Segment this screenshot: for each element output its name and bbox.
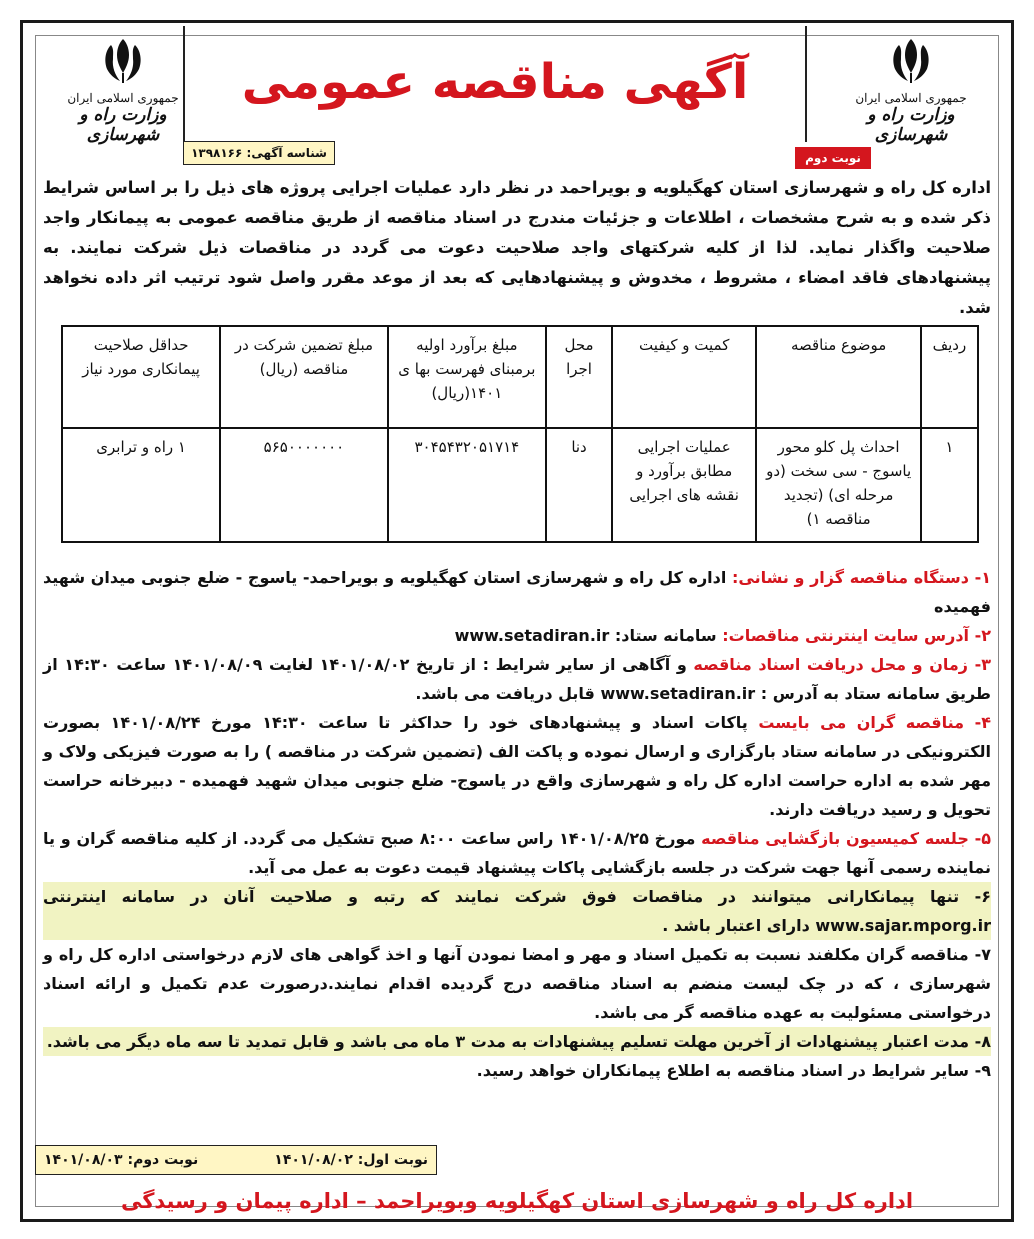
col-header-qualification: حداقل صلاحیت پیمانکاری مورد نیاز <box>62 326 220 428</box>
condition-4-label: ۴- مناقصه گران می بایست <box>758 713 992 732</box>
condition-5-text: مورخ ۱۴۰۱/۰۸/۲۵ راس ساعت ۸:۰۰ صبح تشکیل می گردد. از کلیه مناقصه گران و یا نماینده رسمی آنها جهت شرکت در جلسه بازگشایی پاکات پیشنهاد قیمت دعوت به عمل می آید. <box>43 829 991 877</box>
condition-item-9: ۹- سایر شرایط در اسناد مناقصه به اطلاع پیمانکاران خواهد رسید. <box>476 1061 991 1080</box>
tender-table <box>61 325 979 543</box>
condition-item-3 <box>43 650 991 708</box>
emblem-right <box>836 33 986 153</box>
cell-guarantee: ۵۶۵۰۰۰۰۰۰۰ <box>220 428 387 542</box>
condition-item-6 <box>43 882 991 940</box>
condition-6-text: ۶- تنها پیمانکارانی میتوانند در مناقصات فوق شرکت نمایند که رتبه و صلاحیت آنان در سامانه اینترنتی <box>43 887 991 906</box>
condition-item-8: ۸- مدت اعتبار پیشنهادات از آخرین مهلت تسلیم پیشنهادات به مدت ۳ ماه می باشد و قابل تمدید تا سه ماه دیگر می باشد. <box>43 1027 991 1056</box>
iran-emblem-icon <box>883 33 939 89</box>
condition-2-text: سامانه ستاد: <box>609 626 723 645</box>
round-badge: نوبت دوم <box>795 147 871 169</box>
condition-item-5 <box>43 824 991 882</box>
table-header-row <box>62 326 978 428</box>
publication-dates <box>35 1145 437 1175</box>
col-header-estimate: مبلغ برآورد اولیه برمبنای فهرست بها ی ۱۴۰۱(ریال) <box>388 326 546 428</box>
condition-1-label: ۱- دستگاه مناقصه گزار و نشانی: <box>731 568 991 587</box>
table-row <box>62 428 978 542</box>
second-round-date: نوبت دوم: ۱۴۰۱/۰۸/۰۳ <box>44 1152 199 1168</box>
condition-3-tail: قابل دریافت می باشد. <box>415 684 601 703</box>
cell-location: دنا <box>546 428 612 542</box>
condition-item-2 <box>43 621 991 650</box>
intro-paragraph: اداره کل راه و شهرسازی استان کهگیلویه و بویراحمد در نظر دارد عملیات اجرایی پروژه های ذیل را بر اساس شرایط ذکر شده و به شرح مشخصات ، اطلاعات و جزئیات مندرج در اسناد مناقصه از طریق مناقصه عمومی به پیمانکار واجد صلاحیت واگذار نماید. لذا از کلیه شرکتهای واجد صلاحیت دعوت می گردد در مناقصات ذیل شرکت نمایند. به پیشنهادهای فاقد امضاء ، مشروط ، مخدوش و پیشنهادهایی که بعد از موعد مقرر واصل شود ترتیب اثر داده نخواهد شد. <box>43 178 991 317</box>
col-header-location: محل اجرا <box>546 326 612 428</box>
condition-1-text: اداره کل راه و شهرسازی استان کهگیلویه و بویراحمد- یاسوج - ضلع جنوبی میدان شهید فهمیده <box>43 568 991 616</box>
col-header-guarantee: مبلغ تضمین شرکت در مناقصه (ریال) <box>220 326 387 428</box>
footer-text: اداره کل راه و شهرسازی استان کهگیلویه وبویراحمد – اداره پیمان و رسیدگی <box>120 1189 914 1213</box>
condition-item-4 <box>43 708 991 824</box>
emblem-left <box>48 33 198 153</box>
condition-item-7: ۷- مناقصه گران مکلفند نسبت به تکمیل اسناد و مهر و امضا نمودن آنها و اخذ گواهی های لازم درخواستی اداره کل راه و شهرسازی ، که در چک لیست منضم به اسناد مناقصه درج گردیده اقدام نمایند.درصورت عدم تکمیل و ارائه اسناد درخواستی مسئولیت به عهده مناقصه گر می باشد. <box>43 945 991 1022</box>
iran-emblem-icon <box>95 33 151 89</box>
condition-3-label: ۳- زمان و محل دریافت اسناد مناقصه <box>693 655 992 674</box>
page-title: آگهی مناقصه عمومی <box>241 54 749 110</box>
col-header-quantity: کمیت و کیفیت <box>612 326 756 428</box>
first-round-date: نوبت اول: ۱۴۰۱/۰۸/۰۲ <box>274 1152 428 1168</box>
cell-row: ۱ <box>921 428 978 542</box>
col-header-row: ردیف <box>921 326 978 428</box>
cell-qualification: ۱ راه و ترابری <box>62 428 220 542</box>
emblem-ministry-text: وزارت راه و شهرسازی <box>79 105 167 145</box>
title-box <box>183 26 807 142</box>
condition-5-label: ۵- جلسه کمیسیون بازگشایی مناقصه <box>701 829 992 848</box>
cell-quantity: عملیات اجرایی مطابق برآورد و نقشه های اجرایی <box>612 428 756 542</box>
conditions-list <box>43 563 991 1085</box>
col-header-subject: موضوع مناقصه <box>756 326 921 428</box>
ad-id-badge: شناسه آگهی: ۱۳۹۸۱۶۶ <box>183 141 335 165</box>
tender-notice <box>20 20 1014 1222</box>
condition-2-label: ۲- آدرس سایت اینترنتی مناقصات: <box>722 626 991 645</box>
condition-4-text: پاکات اسناد و پیشنهادهای خود را حداکثر تا ساعت ۱۴:۳۰ مورخ ۱۴۰۱/۰۸/۲۴ بصورت الکترونیکی در سامانه ستاد بارگزاری و ارسال نموده و پاکت الف (تضمین شرکت در مناقصه ) را به صورت فیزیکی ولاک و مهر شده به اداره حراست اداره کل راه و شهرسازی واقع در یاسوج- ضلع جنوبی میدان شهید فهمیده - دبیرخانه حراست تحویل و رسید دریافت دارند. <box>43 713 991 819</box>
cell-subject: احداث پل کلو محور یاسوج - سی سخت (دو مرحله ای) (تجدید مناقصه ۱) <box>756 428 921 542</box>
condition-6-tail: دارای اعتبار باشد . <box>662 916 816 935</box>
emblem-country-text: جمهوری اسلامی ایران <box>67 91 179 105</box>
cell-estimate: ۳۰۴۵۴۳۲۰۵۱۷۱۴ <box>388 428 546 542</box>
setad-link[interactable]: www.setadiran.ir <box>454 626 610 645</box>
setad-link[interactable]: www.setadiran.ir <box>600 684 756 703</box>
condition-item-1 <box>43 563 991 621</box>
condition-3-text: و آگاهی از سایر شرایط : از تاریخ ۱۴۰۱/۰۸/۰۲ لغایت ۱۴۰۱/۰۸/۰۹ ساعت ۱۴:۳۰ از طریق سامانه ستاد به آدرس : <box>43 655 991 703</box>
emblem-country-text: جمهوری اسلامی ایران <box>855 91 967 105</box>
emblem-ministry-text: وزارت راه و شهرسازی <box>867 105 955 145</box>
sajar-link[interactable]: www.sajar.mporg.ir <box>815 916 991 935</box>
